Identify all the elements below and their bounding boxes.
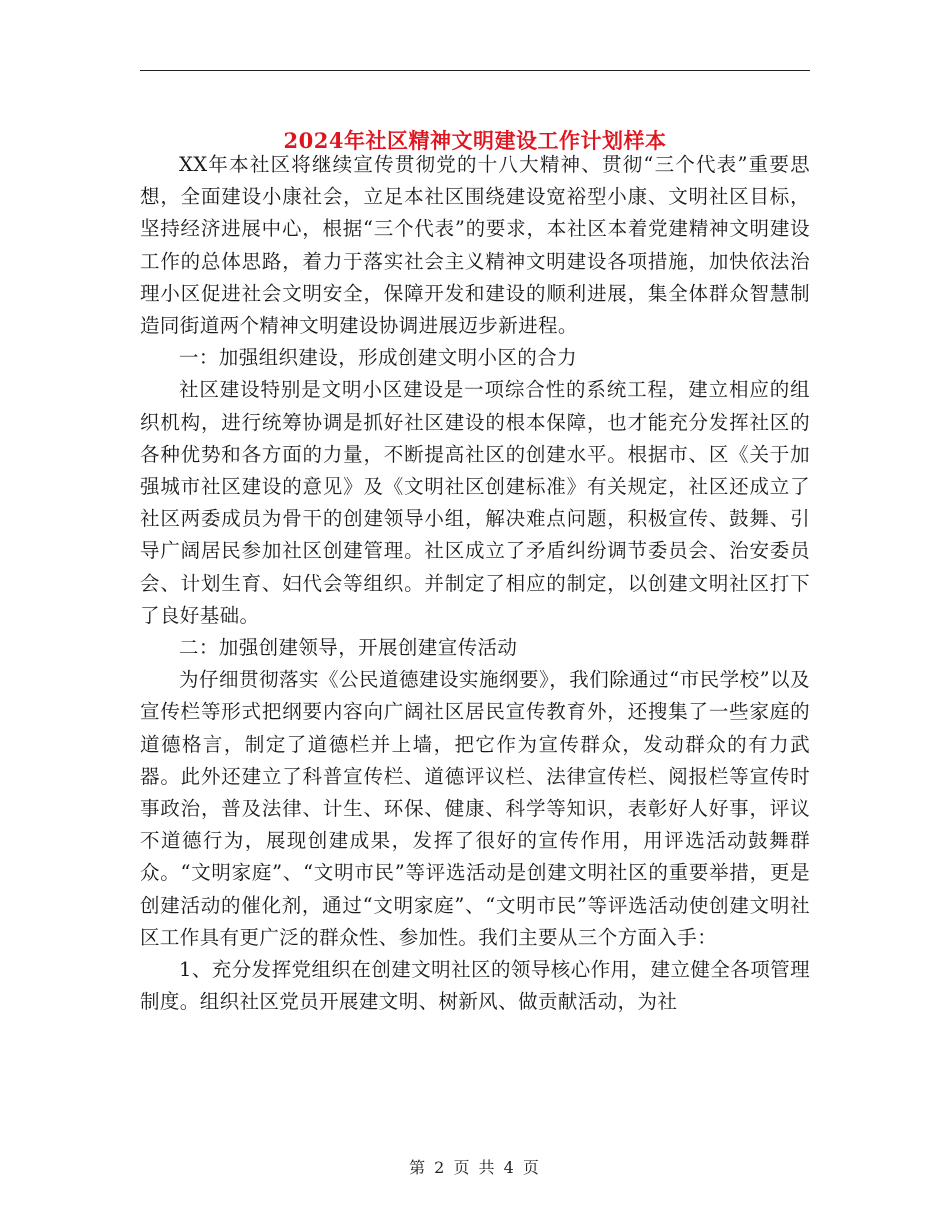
section-heading: 二：加强创建领导，开展创建宣传活动 bbox=[179, 636, 518, 660]
body-paragraph: 社区建设特别是文明小区建设是一项综合性的系统工程，建立相应的组织机构，进行统筹协调是抓好社区建设的根本保障，也才能充分发挥社区的各种优势和各方面的力量，不断提高社区的创建水平。根据市、区《关于加强城市社区建设的意见》及《文明社区创建标准》有关规定，社区还成立了社区两委成员为骨干的创建领导小组，解决难点问题，积极宣传、鼓舞、引导广阔居民参加社区创建管理。社区成立了矛盾纠纷调节委员会、治安委员会、计划生育、妇代会等组织。并制定了相应的制定，以创建文明社区打下了良好基础。 bbox=[140, 378, 810, 627]
header-rule bbox=[140, 70, 810, 71]
section-heading: 一：加强组织建设，形成创建文明小区的合力 bbox=[179, 346, 578, 370]
body-paragraph: 1、充分发挥党组织在创建文明社区的领导核心作用，建立健全各项管理制度。组织社区党员开展建文明、树新风、做贡献活动，为社 bbox=[140, 958, 810, 1014]
document-body bbox=[140, 149, 810, 1018]
body-paragraph: 为仔细贯彻落实《公民道德建设实施纲要》，我们除通过“市民学校”以及宣传栏等形式把纲要内容向广阔社区居民宣传教育外，还搜集了一些家庭的道德格言，制定了道德栏并上墙，把它作为宣传群众，发动群众的有力武器。此外还建立了科普宣传栏、道德评议栏、法律宣传栏、阅报栏等宣传时事政治，普及法律、计生、环保、健康、科学等知识，表彰好人好事，评议不道德行为，展现创建成果，发挥了很好的宣传作用，用评选活动鼓舞群众。“文明家庭”、“文明市民”等评选活动是创建文明社区的重要举措，更是创建活动的催化剂，通过“文明家庭”、“文明市民”等评选活动使创建文明社区工作具有更广泛的群众性、参加性。我们主要从三个方面入手： bbox=[140, 668, 810, 949]
page-number: 第 2 页 共 4 页 bbox=[409, 1158, 541, 1177]
body-paragraph: XX年本社区将继续宣传贯彻党的十八大精神、贯彻“三个代表”重要思想，全面建设小康社会，立足本社区围绕建设宽裕型小康、文明社区目标，坚持经济进展中心，根据“三个代表”的要求，本社区本着党建精神文明建设工作的总体思路，着力于落实社会主义精神文明建设各项措施，加快依法治理小区促进社会文明安全，保障开发和建设的顺利进展，集全体群众智慧制造同街道两个精神文明建设协调进展迈步新进程。 bbox=[140, 153, 810, 338]
document-title: 2024年社区精神文明建设工作计划样本 bbox=[283, 128, 667, 154]
